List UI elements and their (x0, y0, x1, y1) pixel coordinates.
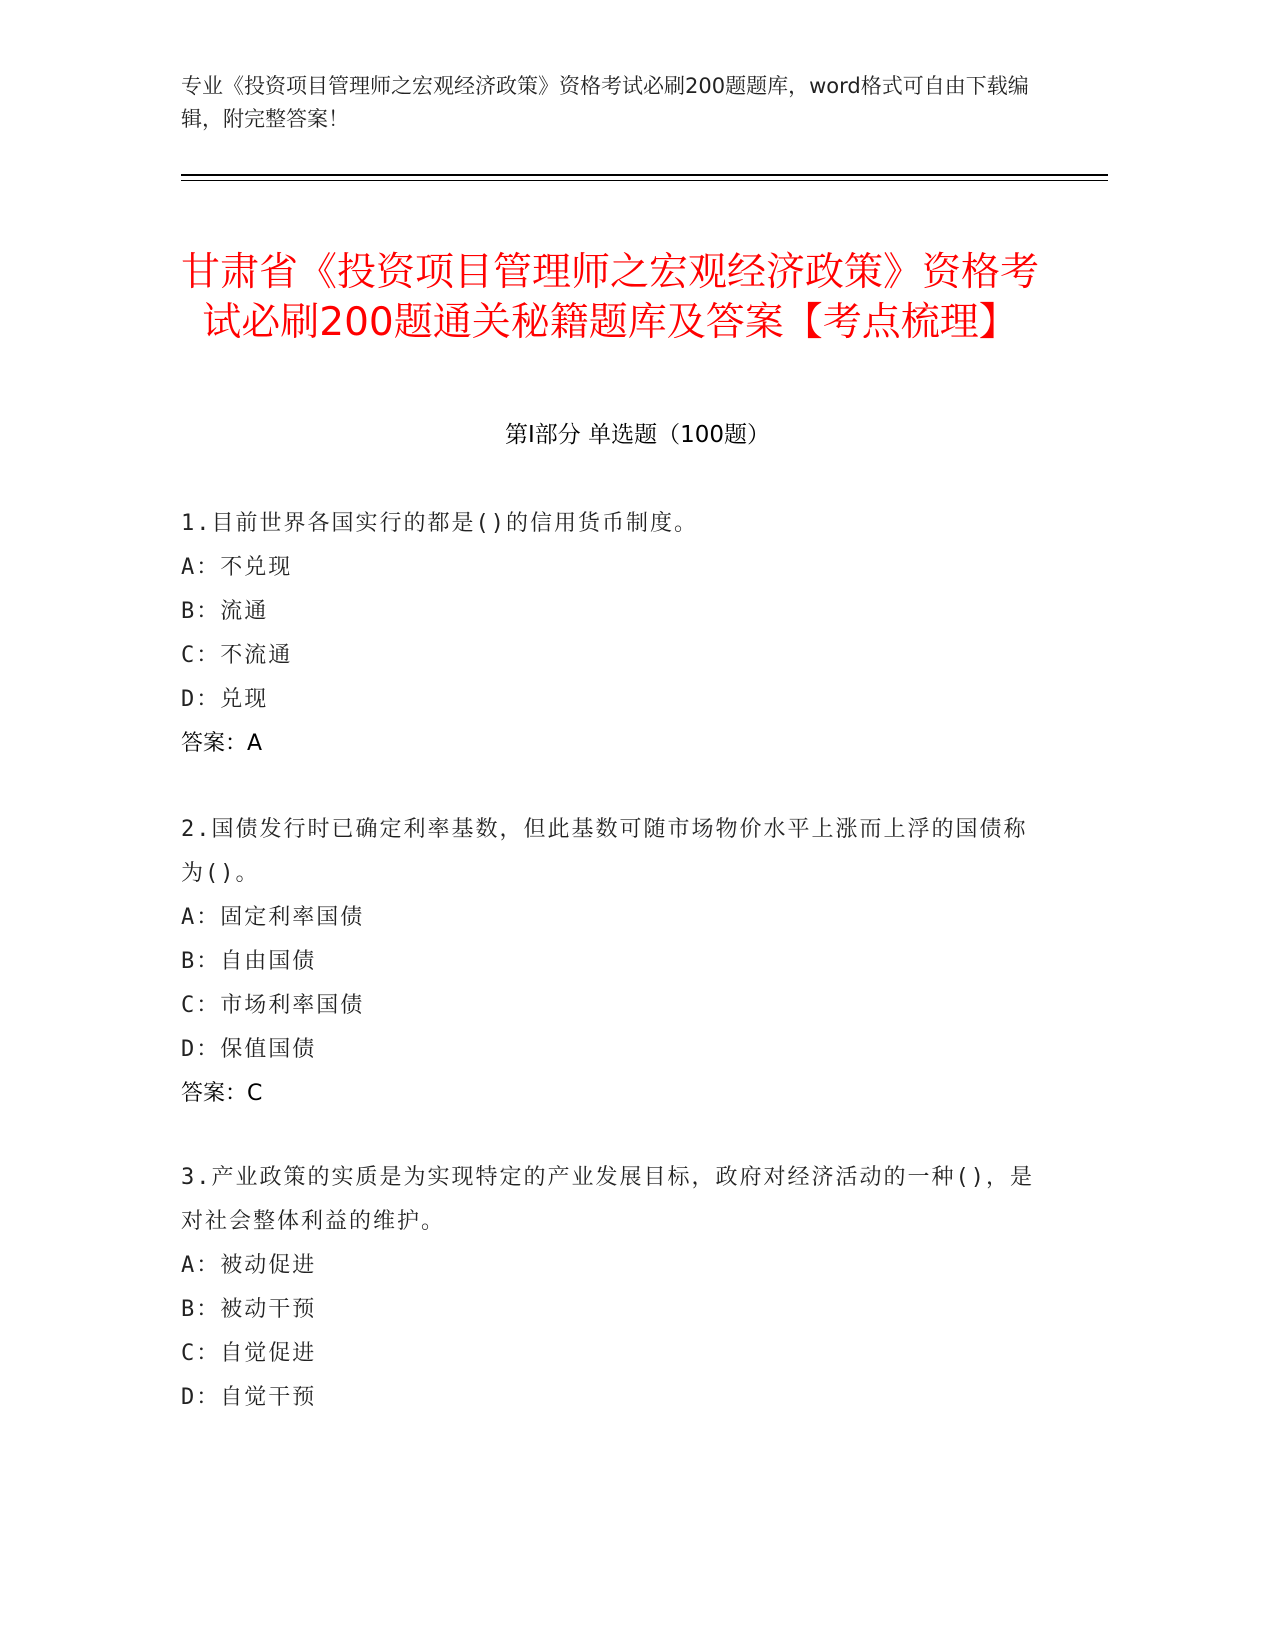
option-d: D：自觉干预 (181, 1385, 317, 1410)
option-b: B：流通 (181, 599, 269, 624)
question-block (181, 808, 1041, 1116)
option-a: A：不兑现 (181, 555, 293, 580)
option-a: A：被动促进 (181, 1253, 317, 1278)
answer-line: 答案：C (181, 1081, 263, 1106)
option-b: B：自由国债 (181, 949, 317, 974)
answer-line: 答案：A (181, 731, 263, 756)
option-d: D：兑现 (181, 687, 269, 712)
header-note: 专业《投资项目管理师之宏观经济政策》资格考试必刷200题题库，word格式可自由下载编辑，附完整答案！ (181, 74, 1029, 131)
question-block (181, 1156, 1041, 1420)
question-stem: 3.产业政策的实质是为实现特定的产业发展目标，政府对经济活动的一种()，是对社会整体利益的维护。 (181, 1165, 1034, 1234)
option-b: B：被动干预 (181, 1297, 317, 1322)
question-block (181, 502, 1041, 766)
option-a: A：固定利率国债 (181, 905, 365, 930)
question-stem: 1.目前世界各国实行的都是()的信用货币制度。 (181, 511, 698, 536)
document-title: 甘肃省《投资项目管理师之宏观经济政策》资格考试必刷200题通关秘籍题库及答案【考点梳理】 (180, 250, 1039, 346)
header-rule-thick (181, 174, 1108, 176)
section-heading: 第I部分 单选题（100题） (505, 422, 770, 448)
header-rule-thin (181, 180, 1108, 181)
option-c: C：市场利率国债 (181, 993, 365, 1018)
option-c: C：自觉促进 (181, 1341, 317, 1366)
option-c: C：不流通 (181, 643, 293, 668)
option-d: D：保值国债 (181, 1037, 317, 1062)
question-stem: 2.国债发行时已确定利率基数，但此基数可随市场物价水平上涨而上浮的国债称为()。 (181, 817, 1028, 886)
